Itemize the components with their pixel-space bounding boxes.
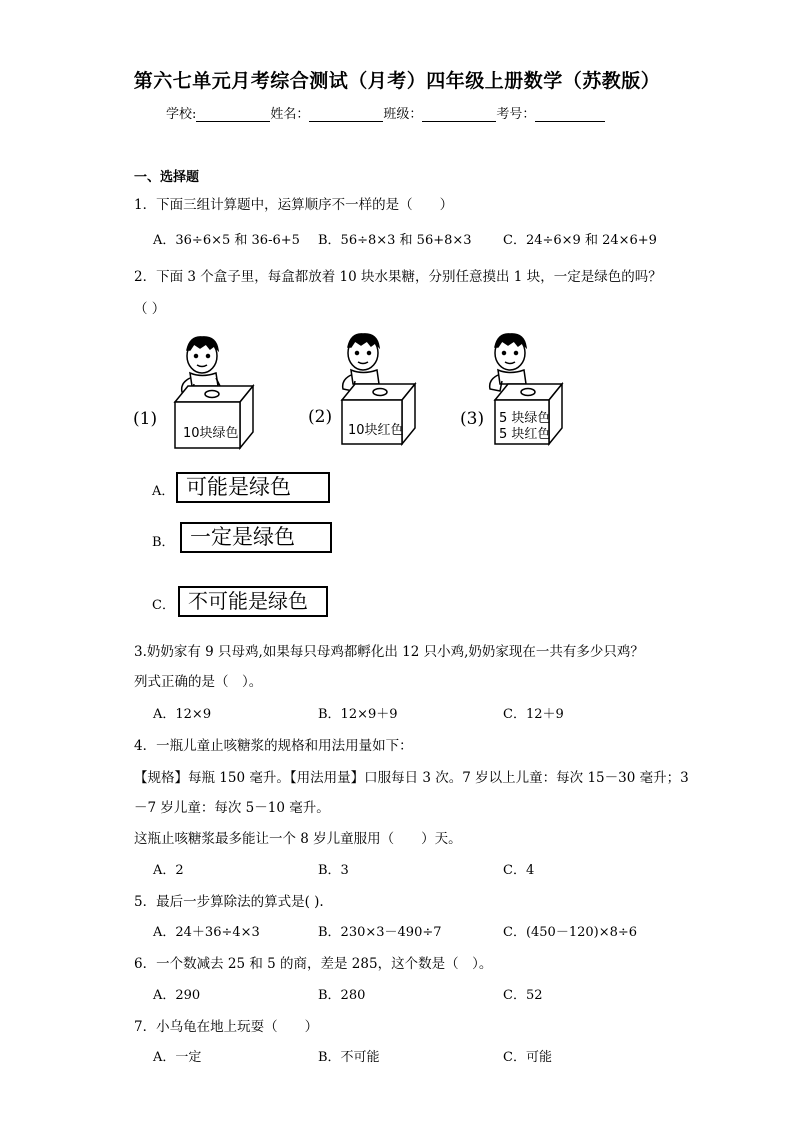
- figure-3-label: (3): [460, 409, 485, 429]
- question-7-stem: 7．小乌龟在地上玩耍（ ）: [134, 1019, 319, 1035]
- school-label: 学校:: [166, 107, 197, 122]
- question-3-stem-line-2: 列式正确的是（ ）。: [134, 674, 263, 690]
- school-blank: [196, 107, 270, 122]
- number-blank: [535, 107, 605, 122]
- figure-2: [308, 334, 415, 444]
- question-5-option-c: C．(450－120)×8÷6: [503, 925, 638, 940]
- page-title: 第六七单元月考综合测试（月考）四年级上册数学（苏教版）: [133, 70, 661, 92]
- question-1-stem: 1．下面三组计算题中，运算顺序不一样的是（ ）: [134, 197, 454, 213]
- box-3-text-line-2: 5 块红色: [499, 427, 551, 442]
- figure-2-label: (2): [308, 407, 333, 427]
- question-6-option-b: B．280: [318, 988, 366, 1003]
- student-info-line: [166, 103, 605, 122]
- class-label: 班级：: [383, 107, 423, 122]
- class-blank: [422, 107, 496, 122]
- name-blank: [309, 107, 383, 122]
- box-3-text-line-1: 5 块绿色: [499, 411, 551, 426]
- question-7-option-c: C．可能: [503, 1050, 552, 1065]
- question-4-stem-line-4: 这瓶止咳糖浆最多能让一个 8 岁儿童服用（ ）天。: [134, 831, 462, 847]
- boy-3-icon: [490, 334, 526, 391]
- question-5-option-a: A．24＋36÷4×3: [153, 925, 260, 940]
- question-4-stem-line-3: －7 岁儿童：每次 5－10 毫升。: [134, 800, 330, 816]
- question-2-stem-line-1: 2．下面 3 个盒子里，每盒都放着 10 块水果糖，分别任意摸出 1 块，一定是绿色的吗？: [134, 269, 662, 285]
- boxes-figure: [130, 328, 580, 453]
- figure-1: [133, 337, 253, 448]
- question-1-option-c: C．24÷6×9 和 24×6+9: [503, 233, 657, 248]
- question-3-stem-line-1: 3.奶奶家有 9 只母鸡,如果每只母鸡都孵化出 12 只小鸡,奶奶家现在一共有多少只鸡？: [134, 644, 644, 660]
- boy-2-icon: [343, 334, 379, 391]
- question-4-stem-line-2: 【规格】每瓶 150 毫升。【用法用量】口服每日 3 次。7 岁以上儿童：每次 15－30 毫升；3: [134, 770, 689, 786]
- question-6-option-c: C．52: [503, 988, 543, 1003]
- question-7-option-b: B．不可能: [318, 1050, 380, 1065]
- question-3-option-c: C．12＋9: [503, 707, 564, 722]
- question-2-option-b-box: 一定是绿色: [180, 522, 332, 553]
- number-label: 考号：: [496, 107, 536, 122]
- question-2-option-a-letter: A．: [152, 484, 175, 499]
- figure-1-label: (1): [133, 409, 158, 429]
- question-3-option-a: A．12×9: [153, 707, 212, 722]
- question-6-option-a: A．290: [153, 988, 201, 1003]
- question-4-option-a: A．2: [153, 863, 184, 878]
- question-7-option-a: A．一定: [153, 1050, 202, 1065]
- question-4-option-b: B．3: [318, 863, 349, 878]
- question-3-option-b: B．12×9＋9: [318, 707, 398, 722]
- section-heading: 一、选择题: [134, 170, 200, 185]
- figure-3: [460, 334, 562, 444]
- question-2-option-c-box: 不可能是绿色: [178, 586, 328, 617]
- question-4-option-c: C．4: [503, 863, 535, 878]
- name-label: 姓名：: [270, 107, 310, 122]
- question-4-stem-line-1: 4．一瓶儿童止咳糖浆的规格和用法用量如下：: [134, 738, 413, 754]
- question-5-stem: 5．最后一步算除法的算式是( ).: [134, 894, 324, 910]
- question-2-option-a-box: 可能是绿色: [176, 472, 330, 503]
- question-2-option-b-letter: B．: [152, 535, 175, 550]
- question-1-option-a: A．36÷6×5 和 36-6+5: [153, 233, 300, 248]
- box-1-text: 10块绿色: [183, 426, 239, 441]
- question-1-option-b: B．56÷8×3 和 56+8×3: [318, 233, 472, 248]
- question-5-option-b: B．230×3－490÷7: [318, 925, 442, 940]
- question-2-stem-line-2: （ ）: [134, 301, 166, 317]
- question-2-option-c-letter: C．: [152, 598, 175, 613]
- question-6-stem: 6．一个数减去 25 和 5 的商，差是 285，这个数是（ ）。: [134, 956, 493, 972]
- box-2-text: 10块红色: [348, 423, 404, 438]
